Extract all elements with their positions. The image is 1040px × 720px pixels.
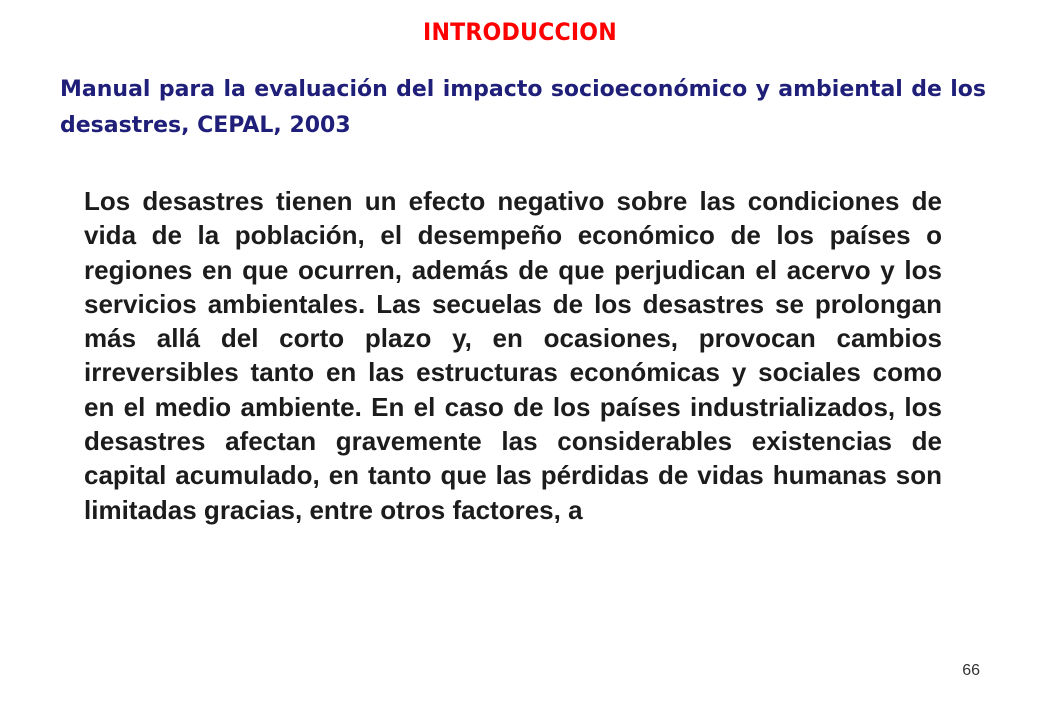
source-subtitle: Manual para la evaluación del impacto socioeconómico y ambiental de los desastres, CEPAL, 2003 [60, 77, 986, 138]
slide-title: INTRODUCCION [423, 18, 617, 46]
page-number: 66 [962, 662, 980, 679]
body-paragraph: Los desastres tienen un efecto negativo sobre las condiciones de vida de la población, el desempeño económico de los países o regiones en que ocurren, además de que perjudican el acervo y los servicios ambientales. Las secuelas de los desastres se prolongan más allá del corto plazo y, en ocasiones, provocan cambios irreversibles tanto en las estructuras económicas y sociales como en el medio ambiente. En el caso de los países industrializados, los desastres afectan gravemente las considerables existencias de capital acumulado, en tanto que las pérdidas de vidas humanas son limitadas gracias, entre otros factores, a [84, 186, 942, 525]
